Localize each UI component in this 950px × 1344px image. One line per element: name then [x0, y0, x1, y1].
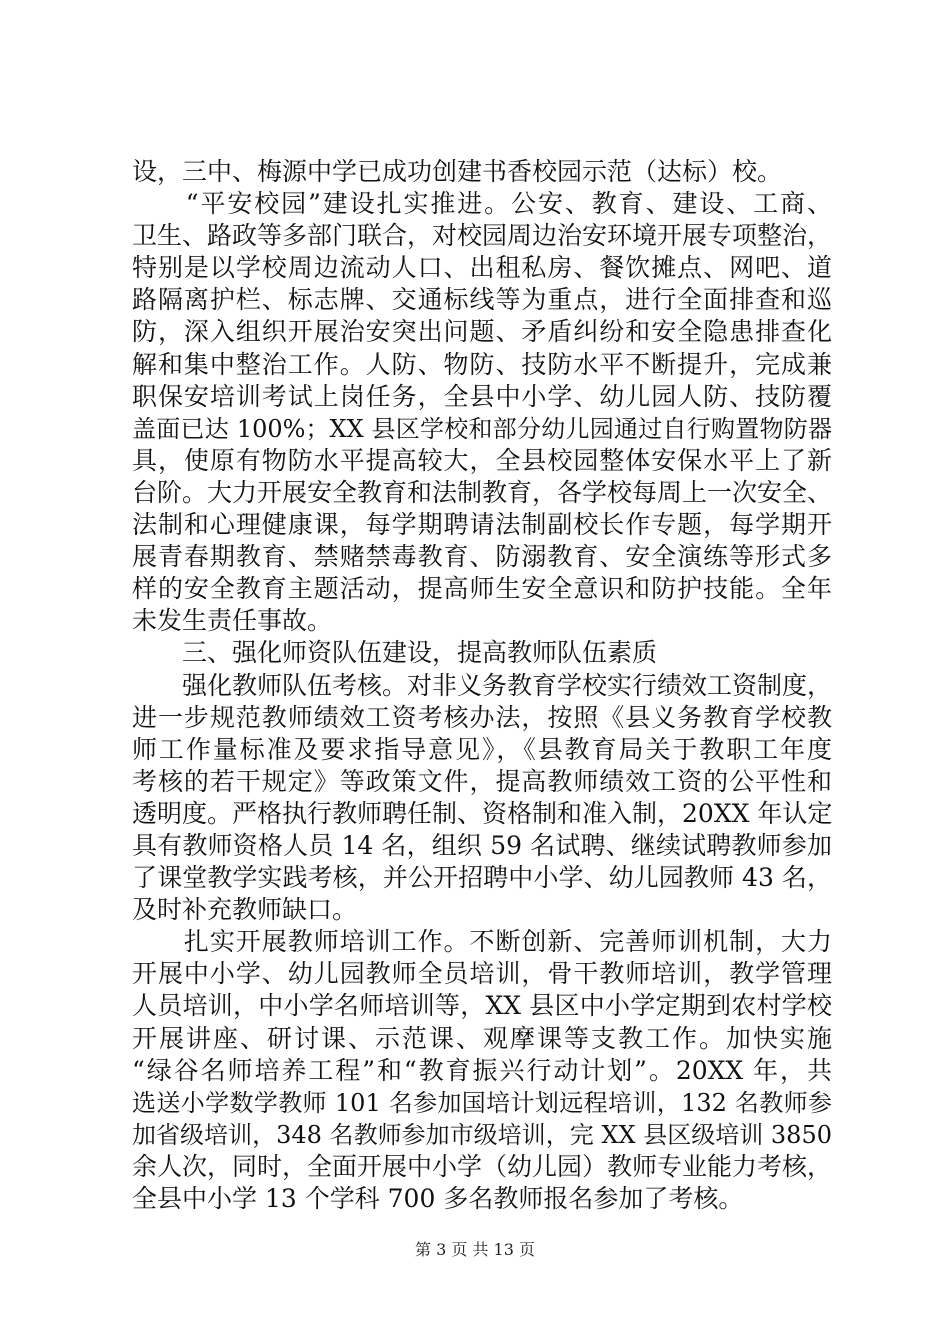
text-line: 加省级培训，348 名教师参加市级培训，完 XX 县区级培训 3850: [132, 1120, 832, 1149]
text-line: 强化教师队伍考核。对非义务教育学校实行绩效工资制度，: [132, 670, 833, 700]
text-line: 职保安培训考试上岗任务，全县中小学、幼儿园人防、技防覆: [132, 381, 832, 411]
text-line: 解和集中整治工作。人防、物防、技防水平不断提升，完成兼: [132, 349, 832, 379]
text-line: 考核的若干规定》等政策文件，提高教师绩效工资的公平性和: [132, 766, 832, 796]
text-line: 盖面已达 100%；XX 县区学校和部分幼儿园通过自行购置物防器: [132, 414, 832, 443]
text-line: 未发生责任事故。: [132, 606, 333, 636]
text-line: “绿谷名师培养工程”和“教育振兴行动计划”。20XX 年，共: [132, 1055, 832, 1085]
text-line: 设，三中、梅源中学已成功创建书香校园示范（达标）校。: [132, 157, 783, 186]
text-line: 师工作量标准及要求指导意见》，《县教育局关于教职工年度: [132, 734, 832, 764]
text-line: 法制和心理健康课，每学期聘请法制副校长作专题，每学期开: [132, 510, 832, 540]
text-line: 路隔离护栏、标志牌、交通标线等为重点，进行全面排查和巡: [132, 285, 832, 315]
text-line: 卫生、路政等多部门联合，对校园周边治安环境开展专项整治，: [132, 221, 833, 251]
text-line: 进一步规范教师绩效工资考核办法，按照《县义务教育学校教: [132, 702, 832, 732]
text-line: 全县中小学 13 个学科 700 多名教师报名参加了考核。: [132, 1184, 744, 1213]
page-footer: 第 3 页 共 13 页: [415, 1240, 535, 1259]
text-line: 开展讲座、研讨课、示范课、观摩课等支教工作。加快实施: [132, 1023, 832, 1053]
text-line: 余人次，同时，全面开展中小学（幼儿园）教师专业能力考核，: [132, 1151, 833, 1181]
text-line: 透明度。严格执行教师聘任制、资格制和准入制，20XX 年认定: [132, 798, 833, 828]
text-line: 样的安全教育主题活动，提高师生安全意识和防护技能。全年: [132, 574, 832, 604]
text-line: 具有教师资格人员 14 名，组织 59 名试聘、继续试聘教师参加: [132, 830, 832, 860]
text-line: 了课堂教学实践考核，并公开招聘中小学、幼儿园教师 43 名，: [132, 863, 832, 893]
text-line: 防，深入组织开展治安突出问题、矛盾纠纷和安全隐患排查化: [132, 317, 832, 347]
text-line: 展青春期教育、禁赌禁毒教育、防溺教育、安全演练等形式多: [132, 542, 832, 572]
text-line: 开展中小学、幼儿园教师全员培训，骨干教师培训，教学管理: [132, 959, 832, 989]
text-line: “平安校园”建设扎实推进。公安、教育、建设、工商、: [132, 189, 832, 219]
text-line: 具，使原有物防水平提高较大，全县校园整体安保水平上了新: [132, 445, 832, 475]
text-line: 特别是以学校周边流动人口、出租私房、餐饮摊点、网吧、道: [132, 253, 832, 283]
text-line: 及时补充教师缺口。: [132, 895, 358, 925]
document-body: [132, 156, 832, 1215]
text-line: 台阶。大力开展安全教育和法制教育，各学校每周上一次安全、: [132, 477, 833, 507]
text-line: 扎实开展教师培训工作。不断创新、完善师训机制，大力: [132, 927, 832, 957]
text-line: 选送小学数学教师 101 名参加国培计划远程培训，132 名教师参: [132, 1088, 832, 1117]
text-line: 三、强化师资队伍建设，提高教师队伍素质: [132, 638, 658, 668]
text-line: 人员培训，中小学名师培训等，XX 县区中小学定期到农村学校: [132, 991, 832, 1021]
